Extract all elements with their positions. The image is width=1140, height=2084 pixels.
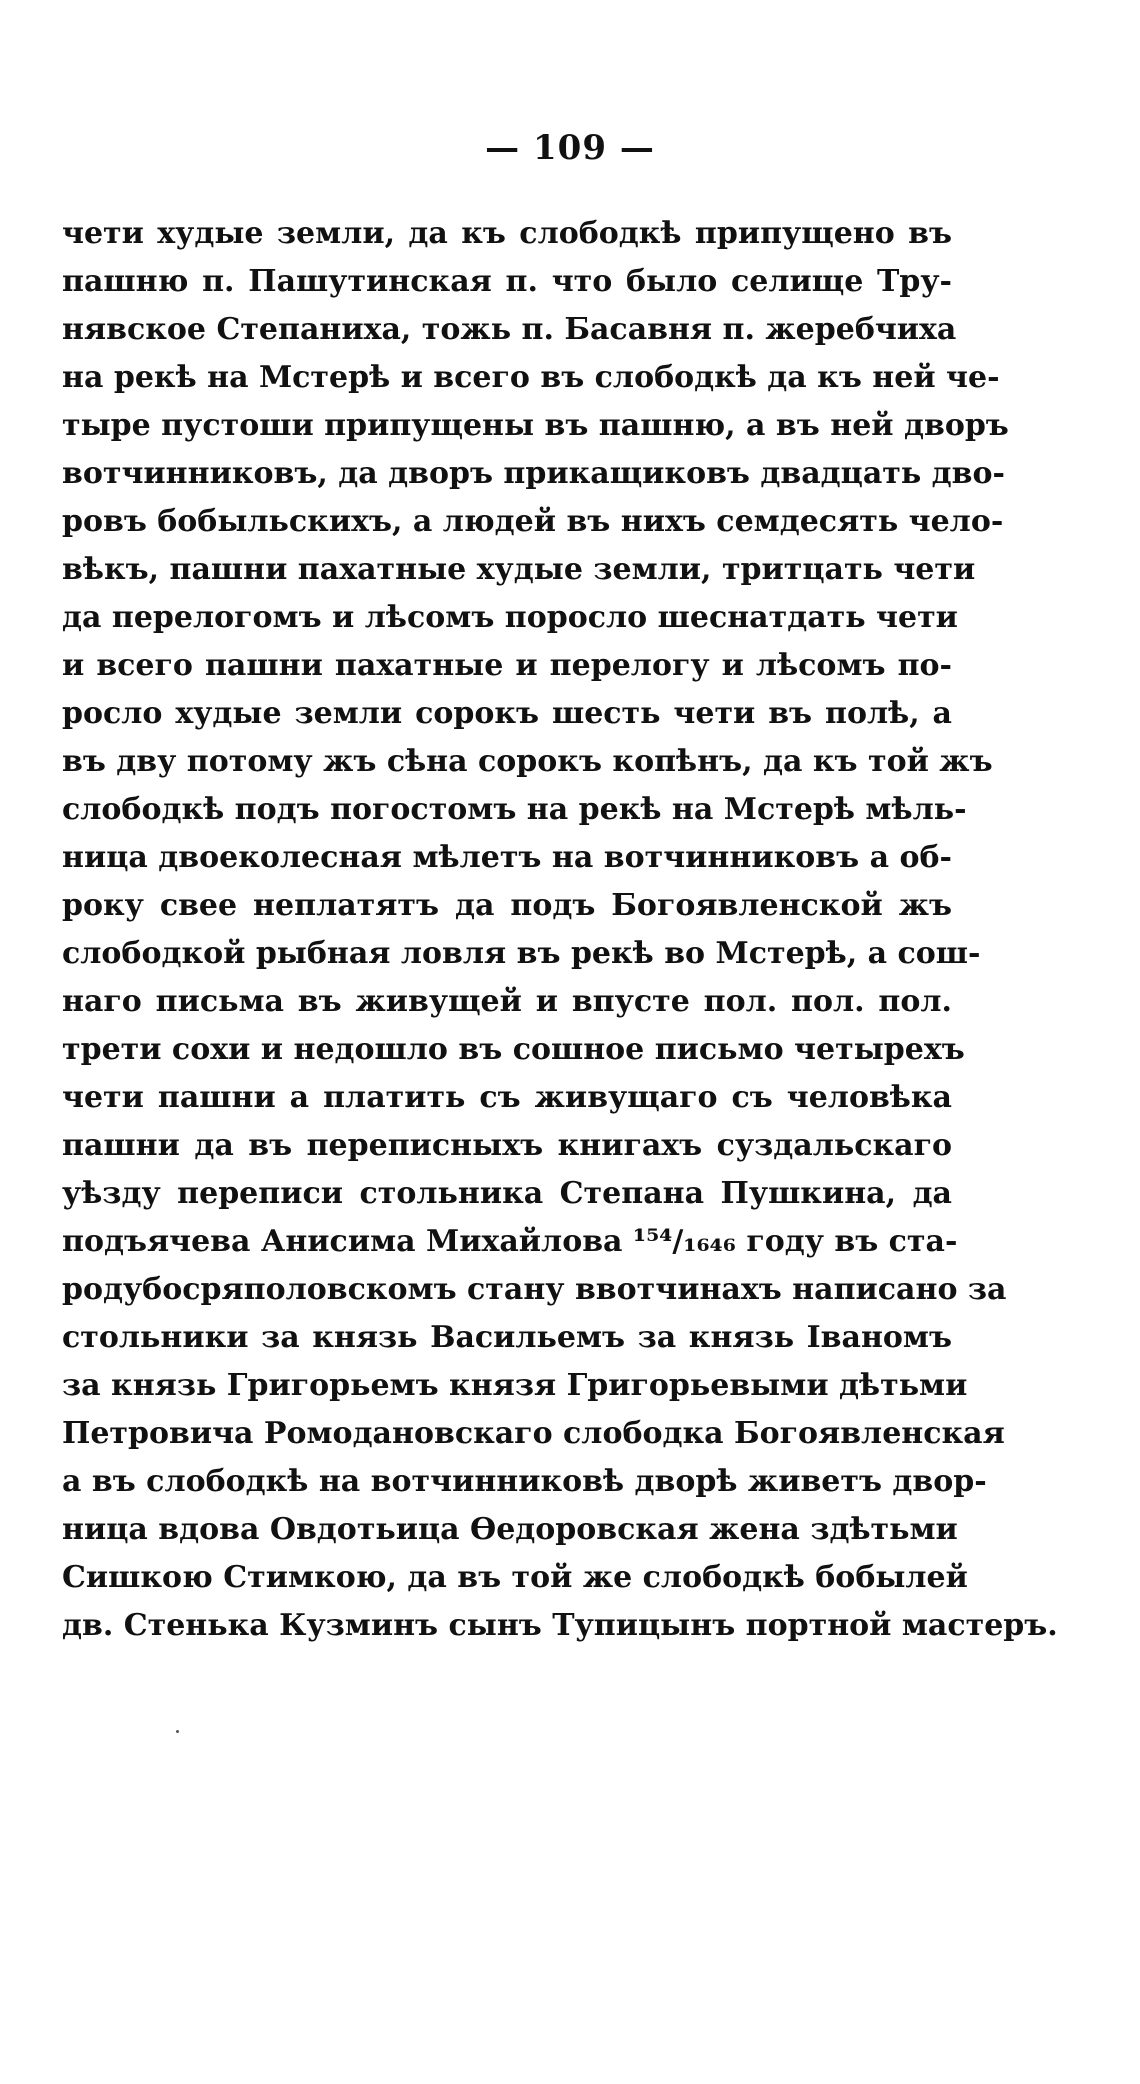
text-line-16: слободкой рыбная ловля въ рекѣ во Мстерѣ, а сош- bbox=[62, 936, 981, 971]
text-line-23: родубоcряполовскомъ стану ввотчинахъ написано за bbox=[62, 1272, 1007, 1307]
text-line-12: въ дву потому жъ сѣна сорокъ копѣнъ, да къ той жъ bbox=[62, 744, 993, 779]
text-line-8: вѣкъ, пашни пахатные худые земли, тритцать чети bbox=[62, 552, 976, 587]
text-line-15: року свее неплатятъ да подъ Богоявленской жъ bbox=[62, 888, 952, 923]
text-line-13: слободкѣ подъ погостомъ на рекѣ на Мстерѣ мѣль- bbox=[62, 792, 967, 827]
text-line-2: пашню п. Пашутинская п. что было селище Тру- bbox=[62, 264, 952, 299]
text-line-5: тыре пустоши припущены въ пашню, а въ ней дворъ bbox=[62, 408, 1009, 443]
text-line-27: а въ слободкѣ на вотчинниковѣ дворѣ живетъ двор- bbox=[62, 1464, 987, 1499]
body-text bbox=[62, 210, 1058, 1650]
text-line-20: пашни да въ переписныхъ книгахъ суздальскаго bbox=[62, 1128, 952, 1163]
text-line-7: ровъ бобыльскихъ, а людей въ нихъ семдесять чело- bbox=[62, 504, 1004, 539]
text-line-14: ница двоеколесная мѣлетъ на вотчинниковъ а об- bbox=[62, 840, 952, 875]
text-line-18: трети сохи и недошло въ сошное письмо четырехъ bbox=[62, 1032, 965, 1067]
text-line-29: Сишкою Стимкою, да въ той же слободкѣ бобылей bbox=[62, 1560, 968, 1595]
text-line-9: да перелогомъ и лѣсомъ поросло шеснатдать чети bbox=[62, 600, 958, 635]
text-line-6: вотчинниковъ, да дворъ прикащиковъ двадцать дво- bbox=[62, 456, 1005, 491]
text-line-17: наго письма въ живущей и впусте пол. пол. пол. bbox=[62, 984, 952, 1019]
text-line-24: стольники за князь Васильемъ за князь Іваномъ bbox=[62, 1320, 952, 1355]
ink-speck bbox=[176, 1730, 179, 1733]
text-line-19: чети пашни а платить съ живущаго съ человѣка bbox=[62, 1080, 952, 1115]
page-number: — 109 — bbox=[485, 128, 655, 168]
text-line-28: ница вдова Овдотьица Ѳедоровская жена здѣтьми bbox=[62, 1512, 958, 1547]
text-line-22: подъячева Анисима Михайлова ¹⁵⁴/₁₆₄₆ году въ ста- bbox=[62, 1224, 958, 1259]
text-line-26: Петровича Ромодановскаго слободка Богоявленская bbox=[62, 1416, 1005, 1451]
text-line-4: на рекѣ на Мстерѣ и всего въ слободкѣ да къ ней че- bbox=[62, 360, 1000, 395]
text-line-3: нявское Степаниха, тожь п. Басавня п. жеребчиха bbox=[62, 312, 957, 347]
text-line-11: росло худые земли сорокъ шесть чети въ полѣ, а bbox=[62, 696, 952, 731]
text-line-25: за князь Григорьемъ князя Григорьевыми дѣтьми bbox=[62, 1368, 968, 1403]
text-line-21: уѣзду переписи стольника Степана Пушкина, да bbox=[62, 1176, 952, 1211]
text-line-1: чети худые земли, да къ слободкѣ припущено въ bbox=[62, 216, 952, 251]
text-line-30: дв. Стенька Кузминъ сынъ Тупицынъ портной мастеръ. bbox=[62, 1608, 1058, 1643]
text-line-10: и всего пашни пахатные и перелогу и лѣсомъ по- bbox=[62, 648, 952, 683]
